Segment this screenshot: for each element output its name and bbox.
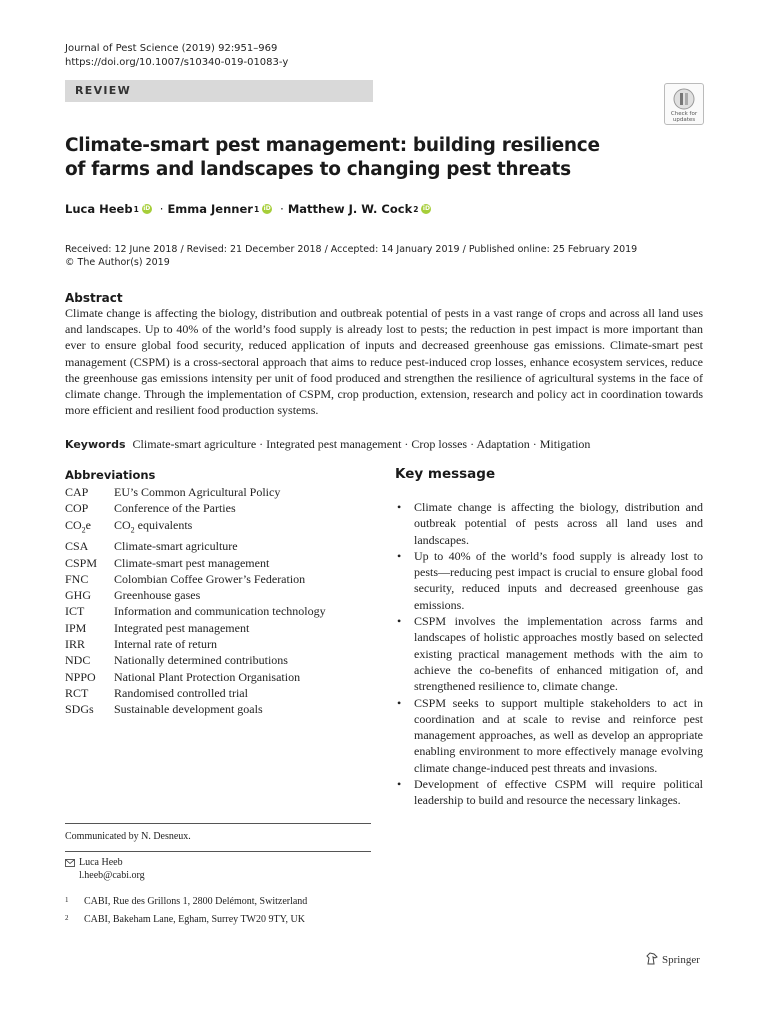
bullet-icon: • [397,548,402,563]
abbreviation-key: $CO_2e$ [65,517,91,534]
keywords-text: Climate-smart agriculture · Integrated pest management · Crop losses · Adaptation · Mitigation [132,437,591,451]
abbreviation-key: CAP [65,485,89,499]
abbreviation-row [65,636,326,652]
abbreviation-value: $CO_2$ equivalents [114,517,193,534]
check-updates-line1: Check for [670,111,698,117]
abbreviation-row [65,500,326,516]
author-affiliation-marker: 2 [413,204,419,214]
key-message-text: Up to 40% of the world’s food supply is already lost to pests—reducing pest impact is crucial to ensure global food security, reduced inputs and decreased greenhouse gas emissions. [414,548,703,612]
orcid-icon[interactable]: iD [422,205,430,212]
bullet-icon: • [397,614,402,629]
section-banner [65,80,373,102]
abbreviation-row [65,620,326,636]
publisher-name: Springer [662,954,700,966]
abbreviation-row [65,538,326,554]
affiliation [65,896,307,907]
date-history: Received: 12 June 2018 / Revised: 21 December 2018 / Accepted: 14 January 2019 / Published online: 25 February 2019 [65,244,638,255]
abbreviation-key: IRR [65,637,86,652]
author-affiliation-marker: 1 [253,204,260,214]
orcid-icon[interactable]: iD [263,205,271,212]
communicated-by: Communicated by N. Desneux. [65,831,191,842]
author-name[interactable]: Luca Heeb [65,202,133,216]
section-label: REVIEW [75,84,132,97]
key-message-text: Development of effective CSPM will require political leadership to build and resource the necessary linkages. [414,777,703,808]
journal-header [65,42,288,70]
abbreviation-value: Sustainable development goals [114,702,263,717]
doi-link[interactable]: https://doi.org/10.1007/s10340-019-01083-y [65,57,289,68]
author-separator: · [280,202,284,216]
abbreviation-key: COP [65,501,89,516]
key-message-item [395,613,703,694]
abbreviation-value: Randomised controlled trial [114,685,248,700]
publisher-logo [646,952,700,968]
abbreviation-row [65,571,326,587]
key-message-item [395,548,703,613]
copyright-notice: © The Author(s) 2019 [65,257,170,268]
check-for-updates-badge[interactable] [664,83,704,125]
abbreviation-row [65,587,326,603]
key-message-text: CSPM involves the implementation across farms and landscapes of holistic approaches mostly based on selected existing practical management methods with the aim to achieve the co-benefits of enhanced mitigation of, and strengthened resilience to, climate change. [414,614,703,694]
abbreviation-row [65,603,326,619]
abbreviation-row [65,652,326,668]
abstract-heading: Abstract [65,291,123,305]
journal-citation: Journal of Pest Science (2019) 92:951–969 [65,43,278,54]
author-affiliation-marker: 1 [133,204,139,214]
key-message-text: Climate change is affecting the biology, distribution and outbreak potential of pests across all land uses and landscapes. [414,500,703,547]
bullet-icon: • [397,695,402,710]
abbreviations-heading: Abbreviations [65,468,156,482]
affiliation-number: 1 [65,896,69,904]
contact-name: Luca Heeb [79,857,123,868]
corresponding-author [65,856,145,882]
author-separator: · [159,202,164,216]
abbreviation-value: Internal rate of return [114,637,217,652]
abbreviation-key: RCT [65,685,89,700]
publication-dates [65,243,637,269]
footnote-divider [65,851,371,852]
abbreviation-value: Nationally determined contributions [114,653,288,668]
key-message-item [395,499,703,548]
affiliation-text: CABI, Rue des Grillons 1, 2800 Delémont, Switzerland [84,896,308,907]
abbreviation-value: Climate-smart agriculture [114,539,238,554]
bullet-icon: • [397,500,402,514]
abbreviation-key: IPM [65,620,87,635]
abbreviation-key: NPPO [65,669,96,684]
abbreviation-value: Information and communication technology [114,604,326,619]
keywords-line [65,437,590,452]
key-message-item [395,695,703,776]
abbreviation-key: ICT [65,604,85,619]
key-message-heading: Key message [395,466,496,482]
article-title: Climate-smart pest management: building resilience of farms and landscapes to changing pest threats [65,135,600,180]
author-name[interactable]: Matthew J. W. Cock [287,202,413,216]
abbreviation-key: SDGs [65,702,94,717]
footnote-divider [65,823,371,824]
key-message-text: CSPM seeks to support multiple stakeholders to act in coordination and at scale to revise and reinforce pest management approaches, as well as develop an appropriate enabling environment to more effectively manage evolving climate change-induced pest threats and invasions. [414,695,703,775]
abstract-body: Climate change is affecting the biology, distribution and outbreak potential of pests in a vast range of crops and across all land uses and landscapes. Up to 40% of the world’s food supply is already lost to pests; the reduction in pest impact is more important than ever to ensure global food security, reduced application of inputs and decreased greenhouse gas emissions. Climate-smart pest management (CSPM) is a cross-sectoral approach that aims to reduce pest-induced crop losses, enhance ecosystem services, reduce the greenhouse gas emissions intensity per unit of food produced and strengthen the resilience of agricultural systems in the face of climate change. Through the implementation of CSPM, crop production, extension, research and policy act in coordination towards more efficient and resilient food production systems. [65,306,703,418]
author-list [65,202,435,216]
abbreviation-key: GHG [65,588,91,603]
abbreviation-value: Conference of the Parties [114,501,236,516]
abbreviation-key: NDC [65,653,91,668]
author-name[interactable]: Emma Jenner [167,202,253,216]
check-updates-icon [673,88,695,110]
key-message-item [395,776,703,809]
affiliation [65,914,305,925]
orcid-icon[interactable]: iD [143,205,151,212]
abbreviation-value: National Plant Protection Organisation [114,669,301,684]
abbreviation-key: CSPM [65,555,98,570]
affiliation-text: CABI, Bakeham Lane, Egham, Surrey TW20 9TY, UK [84,914,305,925]
abbreviation-value: EU’s Common Agricultural Policy [114,485,281,499]
abbreviations-list [65,484,326,718]
abbreviation-key: FNC [65,571,89,586]
abbreviation-key: CSA [65,539,89,554]
envelope-icon [65,856,79,871]
key-message-list [395,499,703,809]
keywords-heading: Keywords [65,438,126,451]
abbreviation-row [65,484,326,500]
affiliation-number: 2 [65,914,69,922]
check-updates-line2: updates [672,117,696,123]
abbreviation-row [65,555,326,571]
abbreviation-row [65,669,326,685]
bullet-icon: • [397,777,402,792]
springer-horse-icon [646,952,658,968]
abbreviation-value: Climate-smart pest management [114,555,270,570]
abbreviation-value: Greenhouse gases [114,588,201,603]
abbreviation-row [65,517,326,539]
abbreviation-row [65,685,326,701]
contact-email-link[interactable]: l.heeb@cabi.org [79,870,145,881]
abbreviation-value: Integrated pest management [114,620,250,635]
abbreviation-row [65,701,326,717]
abbreviation-value: Colombian Coffee Grower’s Federation [114,571,306,586]
